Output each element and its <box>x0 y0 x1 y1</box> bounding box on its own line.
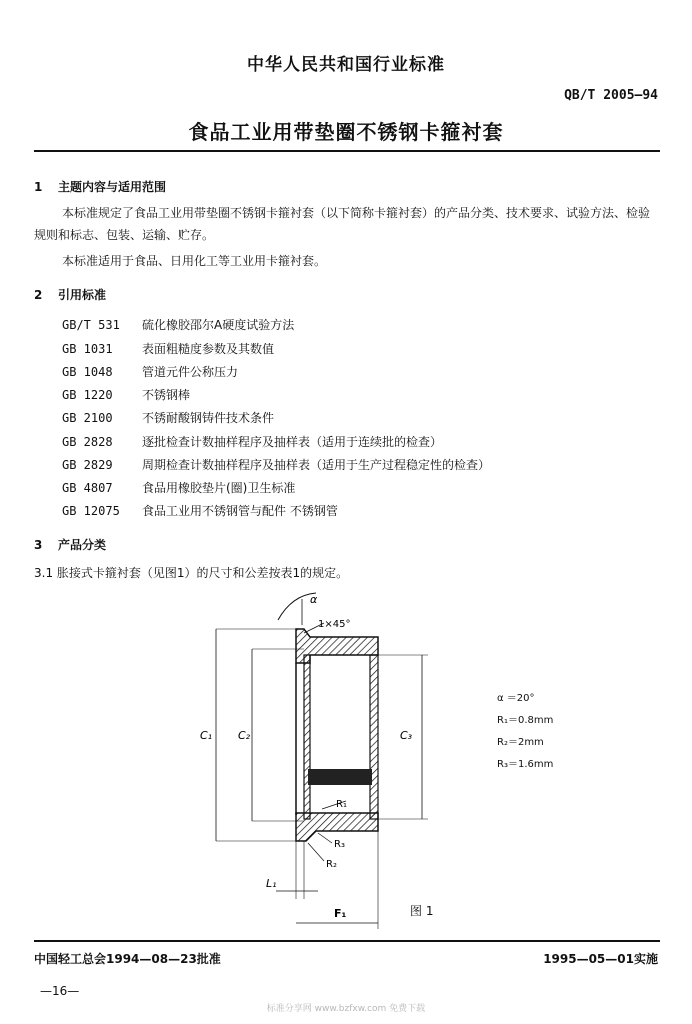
page-number: —16— <box>40 984 80 998</box>
section-title: 主题内容与适用范围 <box>58 180 167 194</box>
r2-label: R₂ <box>326 859 337 870</box>
left-wall-section <box>304 655 310 819</box>
reference-name: 周期检查计数抽样程序及抽样表（适用于生产过程稳定性的检查） <box>142 458 491 472</box>
section-1-heading <box>34 178 166 195</box>
reference-code: GB 1031 <box>62 342 113 356</box>
section-title: 产品分类 <box>58 538 107 552</box>
reference-name: 管道元件公称压力 <box>142 365 239 379</box>
c1-label: C₁ <box>200 729 213 742</box>
reference-name: 表面粗糙度参数及其数值 <box>142 342 275 356</box>
c2-label: C₂ <box>238 729 251 742</box>
reference-code: GB 2828 <box>62 435 113 449</box>
reference-code: GB 2100 <box>62 411 113 425</box>
figure-parameters <box>497 688 553 776</box>
f1-label: F₁ <box>334 907 347 920</box>
reference-name: 不锈耐酸钢铸件技术条件 <box>142 411 275 425</box>
gasket-band <box>308 769 372 785</box>
reference-code: GB 1220 <box>62 388 113 402</box>
reference-name: 硫化橡胶邵尔A硬度试验方法 <box>142 318 295 332</box>
section-1-paragraph-1: 本标准规定了食品工业用带垫圈不锈钢卡箍衬套（以下简称卡箍衬套）的产品分类、技术要求、试验方法、检验规则和标志、包装、运输、贮存。 <box>34 206 651 242</box>
r1-label: R₁ <box>336 799 347 810</box>
watermark: 标准分享网 www.bzfxw.com 免费下载 <box>266 1004 426 1014</box>
footer-divider <box>34 940 660 942</box>
param-alpha: α ＝20° <box>497 693 535 704</box>
reference-name: 食品工业用不锈钢管与配件 不锈钢管 <box>142 504 338 518</box>
section-1-paragraph-2: 本标准适用于食品、日用化工等工业用卡箍衬套。 <box>62 254 327 268</box>
reference-item <box>62 433 442 453</box>
r2-leader <box>308 843 324 861</box>
section-number: 2 <box>34 288 43 302</box>
reference-item <box>62 479 295 499</box>
document-title: 食品工业用带垫圈不锈钢卡箍衬套 <box>188 120 504 144</box>
reference-item <box>62 386 190 406</box>
reference-code: GB 12075 <box>62 504 120 518</box>
reference-name: 不锈钢棒 <box>142 388 191 402</box>
section-2-heading <box>34 286 106 303</box>
r3-label: R₃ <box>334 839 345 850</box>
clause-3-1: 3.1 胀接式卡箍衬套（见图1）的尺寸和公差按表1的规定。 <box>34 566 349 580</box>
reference-item <box>62 340 274 360</box>
reference-code: GB 1048 <box>62 365 113 379</box>
implementation-date: 1995—05—01实施 <box>543 952 658 966</box>
reference-code: GB 2829 <box>62 458 113 472</box>
reference-item <box>62 409 274 429</box>
l1-label: L₁ <box>266 877 277 890</box>
reference-code: GB/T 531 <box>62 318 120 332</box>
bushing-section-drawing <box>200 585 490 935</box>
section-title: 引用标准 <box>58 288 107 302</box>
reference-item <box>62 316 294 336</box>
r3-leader <box>318 833 332 843</box>
reference-item <box>62 456 490 476</box>
bottom-flange-section <box>296 813 378 841</box>
reference-item <box>62 363 238 383</box>
section-number: 1 <box>34 180 43 194</box>
figure-caption: 图 1 <box>410 904 434 918</box>
reference-name: 食品用橡胶垫片(圈)卫生标准 <box>142 481 296 495</box>
section-number: 3 <box>34 538 43 552</box>
param-r2: R₂＝2mm <box>497 737 544 748</box>
chamfer-label: 1×45° <box>318 619 351 630</box>
standard-number: QB/T 2005—94 <box>564 88 658 103</box>
title-divider <box>34 150 660 152</box>
standard-category-header: 中华人民共和国行业标准 <box>247 55 445 75</box>
approval-date: 中国轻工总会1994—08—23批准 <box>34 952 221 966</box>
param-r1: R₁＝0.8mm <box>497 715 554 726</box>
section-3-heading <box>34 536 106 553</box>
c3-label: C₃ <box>400 729 413 742</box>
reference-name: 逐批检查计数抽样程序及抽样表（适用于连续批的检查） <box>142 435 443 449</box>
reference-item <box>62 502 338 522</box>
right-wall-section <box>370 655 378 819</box>
alpha-label: α <box>310 593 318 606</box>
param-r3: R₃＝1.6mm <box>497 759 554 770</box>
reference-code: GB 4807 <box>62 481 113 495</box>
